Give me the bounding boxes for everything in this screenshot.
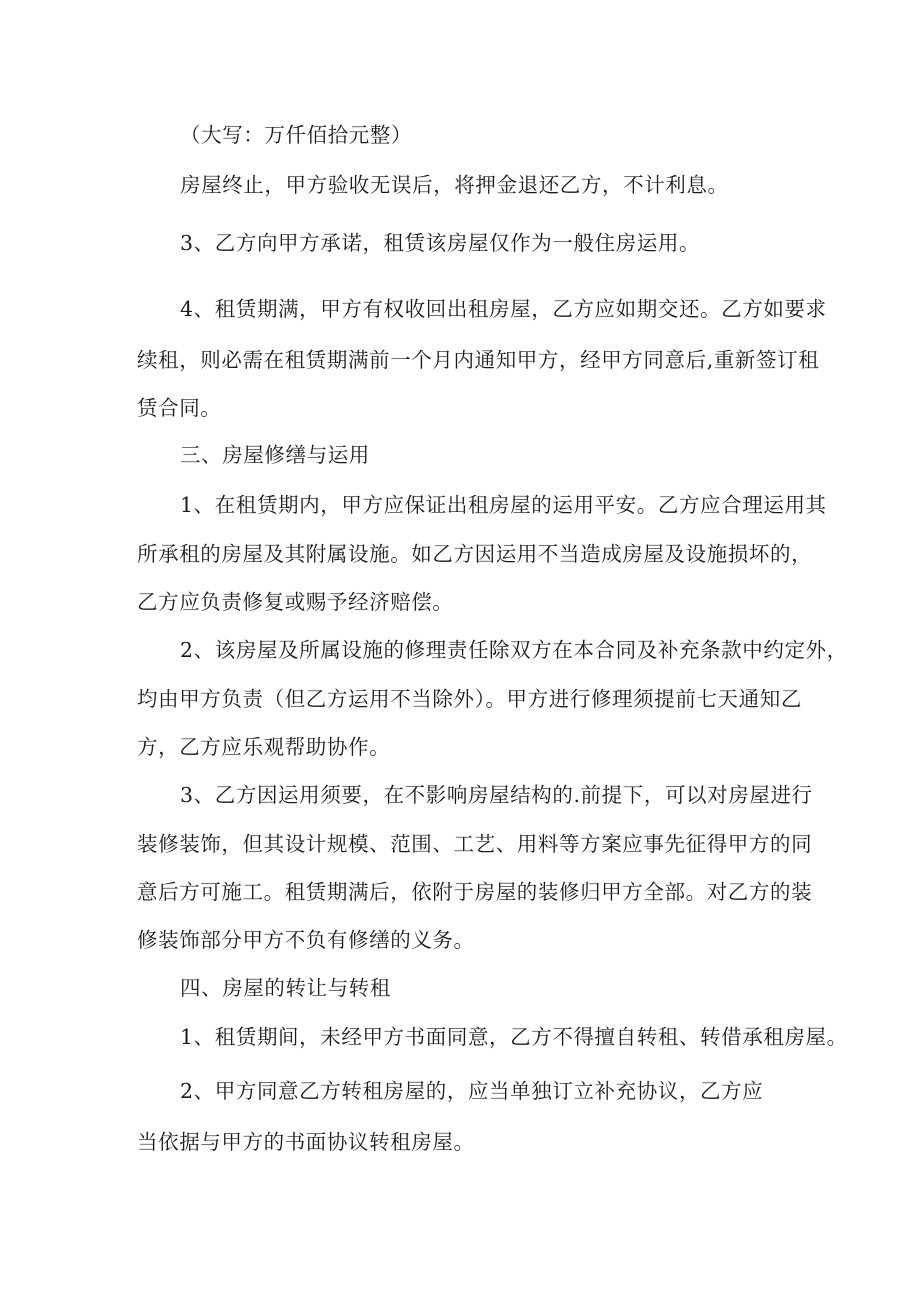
text-line-repair-2-c: 方，乙方应乐观帮助协作。 xyxy=(137,735,391,759)
text-line-transfer-2-a: 2、甲方同意乙方转租房屋的，应当单独订立补充协议，乙方应 xyxy=(180,1079,764,1103)
text-line-transfer-1: 1、租赁期间，未经甲方书面同意，乙方不得擅自转租、转借承租房屋。 xyxy=(180,1025,848,1049)
text-line-repair-1-b: 所承租的房屋及其附属设施。如乙方因运用不当造成房屋及设施损坏的， xyxy=(137,542,813,566)
text-line-clause-4-b: 续租，则必需在租赁期满前一个月内通知甲方，经甲方同意后,重新签订租 xyxy=(137,348,820,372)
section-heading-repair: 三、房屋修缮与运用 xyxy=(180,443,370,467)
text-line-clause-4-a: 4、租赁期满，甲方有权收回出租房屋，乙方应如期交还。乙方如要求 xyxy=(180,297,827,321)
text-line-repair-2-a: 2、该房屋及所属设施的修理责任除双方在本合同及补充条款中约定外， xyxy=(180,638,848,662)
text-line-deposit-return: 房屋终止，甲方验收无误后，将押金退还乙方，不计利息。 xyxy=(180,173,729,197)
text-line-repair-2-b: 均由甲方负责（但乙方运用不当除外）。甲方进行修理须提前七天通知乙 xyxy=(137,687,802,711)
text-line-clause-3: 3、乙方向甲方承诺，租赁该房屋仅作为一般住房运用。 xyxy=(180,231,701,255)
text-line-repair-1-a: 1、在租赁期内，甲方应保证出租房屋的运用平安。乙方应合理运用其 xyxy=(180,493,827,517)
text-line-repair-1-c: 乙方应负责修复或赐予经济赔偿。 xyxy=(137,590,454,614)
text-line-clause-4-c: 赁合同。 xyxy=(137,396,222,420)
text-line-repair-3-b: 装修装饰，但其设计规模、范围、工艺、用料等方案应事先征得甲方的同 xyxy=(137,832,813,856)
text-line-repair-3-a: 3、乙方因运用须要，在不影响房屋结构的.前提下，可以对房屋进行 xyxy=(180,783,813,807)
text-line-transfer-2-b: 当依据与甲方的书面协议转租房屋。 xyxy=(137,1130,475,1154)
text-line-capital-amount: （大写：万仟佰拾元整） xyxy=(180,123,413,147)
text-line-repair-3-d: 修装饰部分甲方不负有修缮的义务。 xyxy=(137,928,475,952)
section-heading-transfer: 四、房屋的转让与转租 xyxy=(180,976,391,1000)
text-line-repair-3-c: 意后方可施工。租赁期满后，依附于房屋的装修归甲方全部。对乙方的装 xyxy=(137,880,813,904)
